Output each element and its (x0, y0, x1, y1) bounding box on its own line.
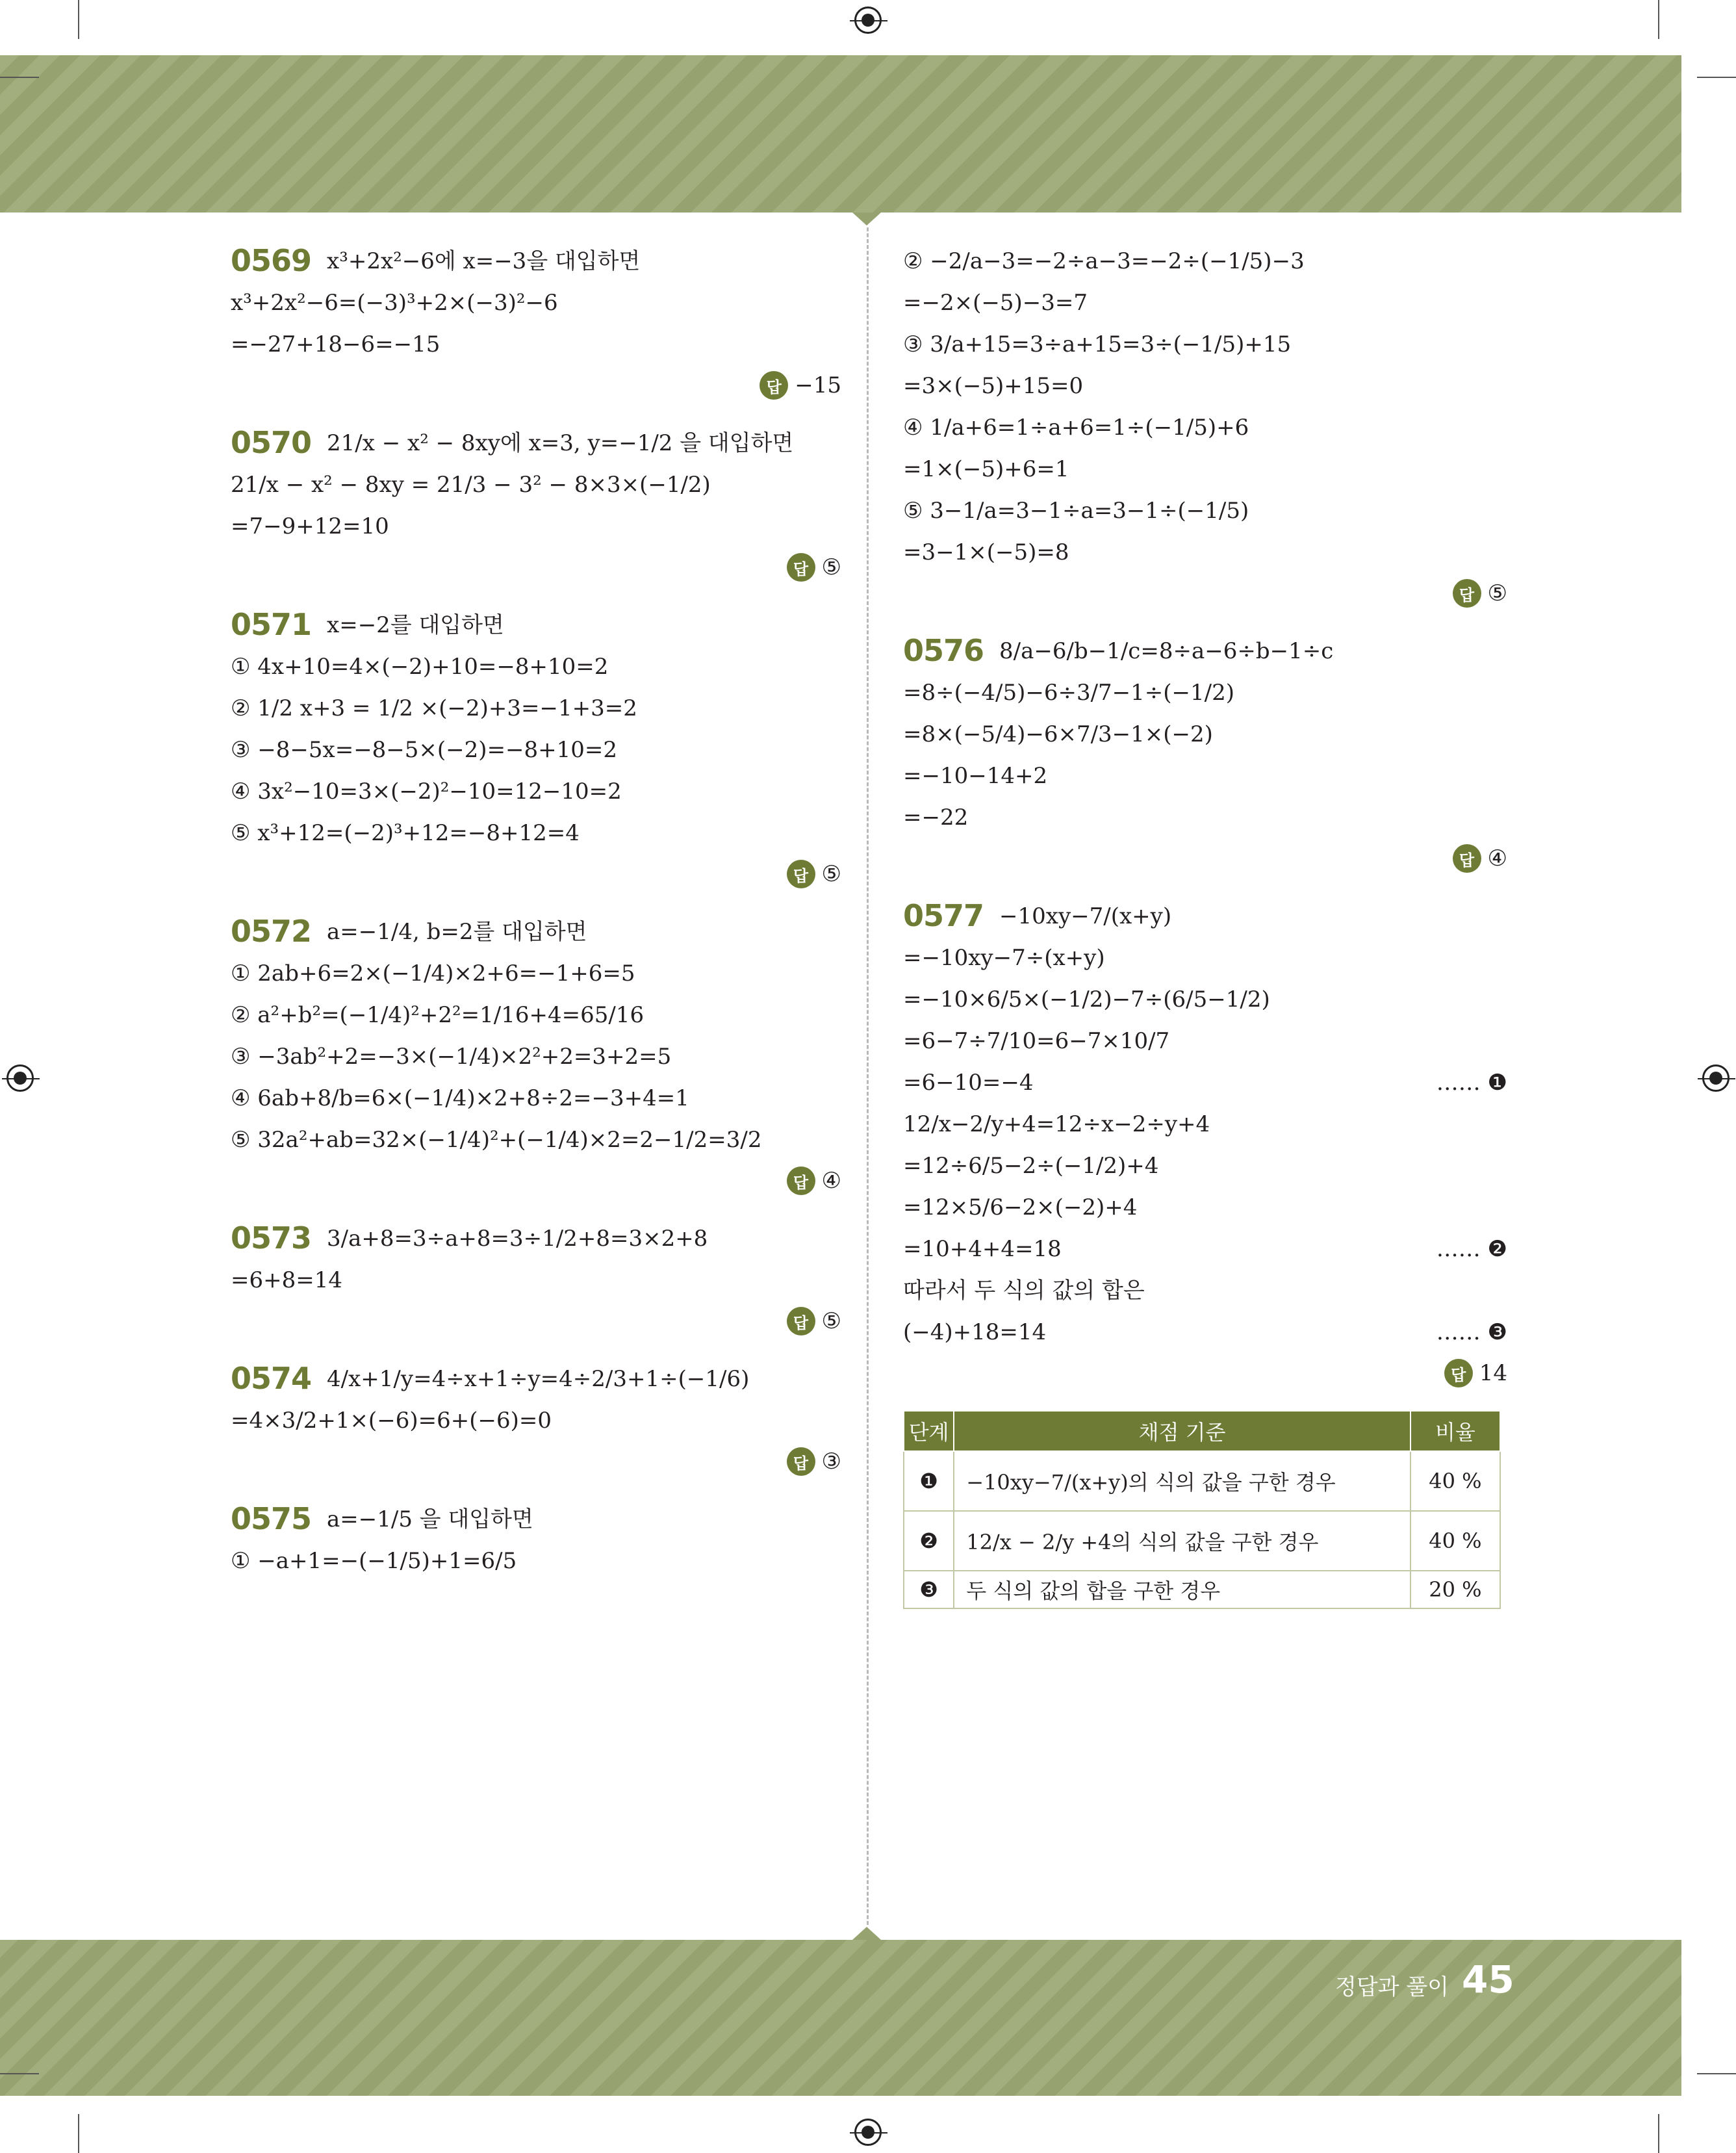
grading-step: ❷ (904, 1511, 954, 1571)
problem-block (231, 1358, 841, 1482)
solution-line (903, 1020, 1507, 1062)
grading-table (903, 1410, 1501, 1609)
solution-line (903, 630, 1507, 672)
registration-mark-icon (854, 2119, 882, 2146)
line-text: =6−7÷7/10=6−7×10/7 (903, 1027, 1170, 1054)
grading-ratio: 40 % (1410, 1451, 1500, 1511)
problem-block (231, 911, 841, 1201)
solution-line (231, 1540, 841, 1582)
solution-line (231, 771, 841, 812)
line-text: =6+8=14 (231, 1267, 342, 1293)
solution-line (903, 324, 1507, 365)
line-text: 21/x − x² − 8xy = 21/3 − 3² − 8×3×(−1/2) (231, 471, 711, 498)
solution-line (903, 1145, 1507, 1187)
answer-value: 14 (1479, 1360, 1507, 1386)
crop-mark (78, 2114, 79, 2153)
problem-block (231, 422, 841, 587)
grading-ratio: 40 % (1410, 1511, 1500, 1571)
answer-line (231, 1301, 841, 1341)
line-text: =−10×6/5×(−1/2)−7÷(6/5−1/2) (903, 986, 1270, 1012)
step-marker: …… ❶ (1436, 1069, 1507, 1096)
answer-badge-icon: 답 (787, 1307, 815, 1335)
line-text: ① 2ab+6=2×(−1/4)×2+6=−1+6=5 (231, 960, 635, 986)
grading-header-cell: 단계 (904, 1411, 954, 1451)
line-text: ③ −3ab²+2=−3×(−1/4)×2²+2=3+2=5 (231, 1043, 672, 1070)
line-text: =8×(−5/4)−6×7/3−1×(−2) (903, 721, 1213, 747)
grading-criterion: 12/x − 2/y +4의 식의 값을 구한 경우 (954, 1511, 1410, 1571)
solution-line (231, 729, 841, 771)
solution-line (231, 324, 841, 365)
solution-line (231, 1036, 841, 1077)
line-text: a=−1/4, b=2를 대입하면 (327, 918, 587, 945)
header-notch (852, 213, 881, 226)
solution-line (231, 282, 841, 324)
line-text: =12×5/6−2×(−2)+4 (903, 1194, 1138, 1220)
solution-line (231, 604, 841, 646)
line-text: =10+4+4=18 (903, 1235, 1062, 1262)
line-text: ② a²+b²=(−1/4)²+2²=1/16+4=65/16 (231, 1001, 645, 1028)
crop-mark (78, 0, 79, 39)
solution-line (231, 812, 841, 854)
solution-line (903, 937, 1507, 979)
crop-mark (1697, 2073, 1736, 2074)
problem-number: 0569 (231, 243, 312, 279)
line-text: x³+2x²−6=(−3)³+2×(−3)²−6 (231, 289, 558, 316)
line-text: (−4)+18=14 (903, 1319, 1047, 1345)
answer-value: ⑤ (1487, 580, 1507, 606)
line-text: =1×(−5)+6=1 (903, 456, 1069, 482)
crop-mark (0, 2073, 39, 2074)
answer-value: ③ (821, 1449, 841, 1475)
line-text: =8÷(−4/5)−6÷3/7−1÷(−1/2) (903, 679, 1235, 706)
crop-mark (1658, 2114, 1659, 2153)
line-text: x=−2를 대입하면 (327, 612, 504, 638)
line-text: =−10−14+2 (903, 762, 1048, 789)
line-text: ⑤ 3−1/a=3−1÷a=3−1÷(−1/5) (903, 497, 1249, 524)
solution-line (231, 1358, 841, 1400)
line-text: 3/a+8=3÷a+8=3÷1/2+8=3×2+8 (327, 1225, 708, 1252)
footer-notch (852, 1927, 881, 1940)
solution-line (231, 1259, 841, 1301)
answer-line (231, 365, 841, 406)
crop-mark (1658, 0, 1659, 39)
answer-line (231, 854, 841, 894)
solution-line (231, 240, 841, 282)
answer-value: ⑤ (821, 1308, 841, 1334)
line-text: ③ 3/a+15=3÷a+15=3÷(−1/5)+15 (903, 331, 1292, 357)
line-text: ② −2/a−3=−2÷a−3=−2÷(−1/5)−3 (903, 248, 1305, 274)
line-text: =6−10=−4 (903, 1069, 1034, 1096)
left-column (231, 240, 841, 1587)
line-text: ② 1/2 x+3 = 1/2 ×(−2)+3=−1+3=2 (231, 695, 637, 721)
solution-line (231, 688, 841, 729)
solution-line (903, 1270, 1507, 1311)
line-text: 12/x−2/y+4=12÷x−2÷y+4 (903, 1111, 1210, 1137)
answer-line (231, 1441, 841, 1482)
grading-row (904, 1511, 1500, 1571)
solution-line (903, 896, 1507, 937)
solution-line (231, 464, 841, 506)
answer-badge-icon: 답 (787, 860, 815, 888)
page-number: 45 (1462, 1957, 1514, 2002)
line-text: 4/x+1/y=4÷x+1÷y=4÷2/3+1÷(−1/6) (327, 1365, 750, 1392)
crop-mark (1697, 77, 1736, 78)
problem-number: 0576 (903, 633, 984, 669)
line-text: =4×3/2+1×(−6)=6+(−6)=0 (231, 1407, 552, 1434)
solution-line (231, 1077, 841, 1119)
solution-line (231, 994, 841, 1036)
solution-line (903, 1311, 1507, 1353)
line-text: ④ 3x²−10=3×(−2)²−10=12−10=2 (231, 778, 622, 805)
problem-number: 0573 (231, 1220, 312, 1256)
step-marker: …… ❸ (1436, 1319, 1507, 1345)
line-text: =7−9+12=10 (231, 513, 389, 539)
line-text: ① 4x+10=4×(−2)+10=−8+10=2 (231, 653, 609, 680)
answer-badge-icon: 답 (787, 553, 815, 582)
solution-line (231, 506, 841, 547)
line-text: 21/x − x² − 8xy에 x=3, y=−1/2 을 대입하면 (327, 430, 794, 456)
line-text: =12÷6/5−2÷(−1/2)+4 (903, 1152, 1159, 1179)
line-text: =−10xy−7÷(x+y) (903, 944, 1105, 971)
solution-line (903, 448, 1507, 490)
solution-line (903, 1228, 1507, 1270)
solution-line (903, 365, 1507, 407)
problem-block (231, 604, 841, 894)
line-text: =3−1×(−5)=8 (903, 539, 1069, 565)
answer-value: ④ (1487, 845, 1507, 871)
solution-line (903, 240, 1507, 282)
grading-step: ❶ (904, 1451, 954, 1511)
line-text: 8/a−6/b−1/c=8÷a−6÷b−1÷c (999, 638, 1334, 664)
solution-line (903, 714, 1507, 755)
answer-badge-icon: 답 (787, 1447, 815, 1476)
answer-badge-icon: 답 (1444, 1359, 1473, 1387)
solution-line (903, 1062, 1507, 1103)
answer-value: ④ (821, 1168, 841, 1194)
solution-line (231, 646, 841, 688)
answer-badge-icon: 답 (760, 371, 788, 400)
solution-line (903, 979, 1507, 1020)
problem-block (903, 240, 1507, 613)
grading-table-header (904, 1411, 1500, 1451)
problem-number: 0570 (231, 425, 312, 461)
line-text: ⑤ x³+12=(−2)³+12=−8+12=4 (231, 819, 580, 846)
answer-line (903, 838, 1507, 879)
registration-mark-icon (854, 6, 882, 34)
problem-block (231, 1499, 841, 1582)
line-text: =−22 (903, 804, 969, 831)
grading-row (904, 1451, 1500, 1511)
solution-line (903, 532, 1507, 573)
solution-line (903, 755, 1507, 797)
grading-header-cell: 비율 (1410, 1411, 1500, 1451)
grading-header-cell: 채점 기준 (954, 1411, 1410, 1451)
problem-block (903, 630, 1507, 879)
solution-line (231, 1119, 841, 1161)
answer-value: ⑤ (821, 861, 841, 887)
line-text: ⑤ 32a²+ab=32×(−1/4)²+(−1/4)×2=2−1/2=3/2 (231, 1126, 762, 1153)
line-text: ③ −8−5x=−8−5×(−2)=−8+10=2 (231, 736, 618, 763)
problem-block (231, 240, 841, 406)
solution-line (231, 1218, 841, 1259)
solution-line (231, 1400, 841, 1441)
line-text: a=−1/5 을 대입하면 (327, 1506, 533, 1532)
solution-line (903, 490, 1507, 532)
solution-line (903, 282, 1507, 324)
answer-badge-icon: 답 (787, 1167, 815, 1195)
line-text: =−27+18−6=−15 (231, 331, 440, 357)
step-marker: …… ❷ (1436, 1235, 1507, 1262)
problem-number: 0577 (903, 898, 984, 934)
answer-badge-icon: 답 (1453, 579, 1481, 608)
problem-block (903, 896, 1507, 1393)
line-text: ① −a+1=−(−1/5)+1=6/5 (231, 1547, 517, 1574)
answer-value: −15 (795, 372, 841, 398)
problem-number: 0571 (231, 607, 312, 643)
right-column (903, 240, 1507, 1609)
header-band (0, 55, 1681, 213)
problem-block (231, 1218, 841, 1341)
solution-line (903, 797, 1507, 838)
grading-criterion: 두 식의 값의 합을 구한 경우 (954, 1571, 1410, 1608)
answer-line (231, 547, 841, 587)
solution-line (231, 1499, 841, 1540)
answer-badge-icon: 답 (1453, 844, 1481, 873)
line-text: ④ 1/a+6=1÷a+6=1÷(−1/5)+6 (903, 414, 1249, 441)
crop-mark (0, 77, 39, 78)
answer-line (231, 1161, 841, 1201)
answer-line (903, 1353, 1507, 1393)
registration-mark-icon (1702, 1064, 1730, 1092)
line-text: =−2×(−5)−3=7 (903, 289, 1088, 316)
problem-number: 0575 (231, 1501, 312, 1537)
footer-label: 정답과 풀이 (1335, 1974, 1449, 2000)
registration-mark-icon (6, 1064, 34, 1092)
solution-line (231, 422, 841, 464)
solution-line (903, 672, 1507, 714)
solution-line (903, 407, 1507, 448)
solution-line (231, 953, 841, 994)
line-text: =3×(−5)+15=0 (903, 372, 1084, 399)
grading-ratio: 20 % (1410, 1571, 1500, 1608)
solution-line (231, 911, 841, 953)
grading-step: ❸ (904, 1571, 954, 1608)
solution-line (903, 1103, 1507, 1145)
line-text: 따라서 두 식의 값의 합은 (903, 1277, 1145, 1304)
column-divider (867, 227, 869, 1925)
answer-line (903, 573, 1507, 613)
solution-line (903, 1187, 1507, 1228)
problem-number: 0574 (231, 1361, 312, 1397)
line-text: x³+2x²−6에 x=−3을 대입하면 (327, 248, 641, 274)
grading-criterion: −10xy−7/(x+y)의 식의 값을 구한 경우 (954, 1451, 1410, 1511)
problem-number: 0572 (231, 914, 312, 949)
line-text: −10xy−7/(x+y) (999, 903, 1172, 929)
answer-value: ⑤ (821, 554, 841, 580)
footer-band (0, 1940, 1681, 2096)
line-text: ④ 6ab+8/b=6×(−1/4)×2+8÷2=−3+4=1 (231, 1085, 689, 1111)
grading-row (904, 1571, 1500, 1608)
